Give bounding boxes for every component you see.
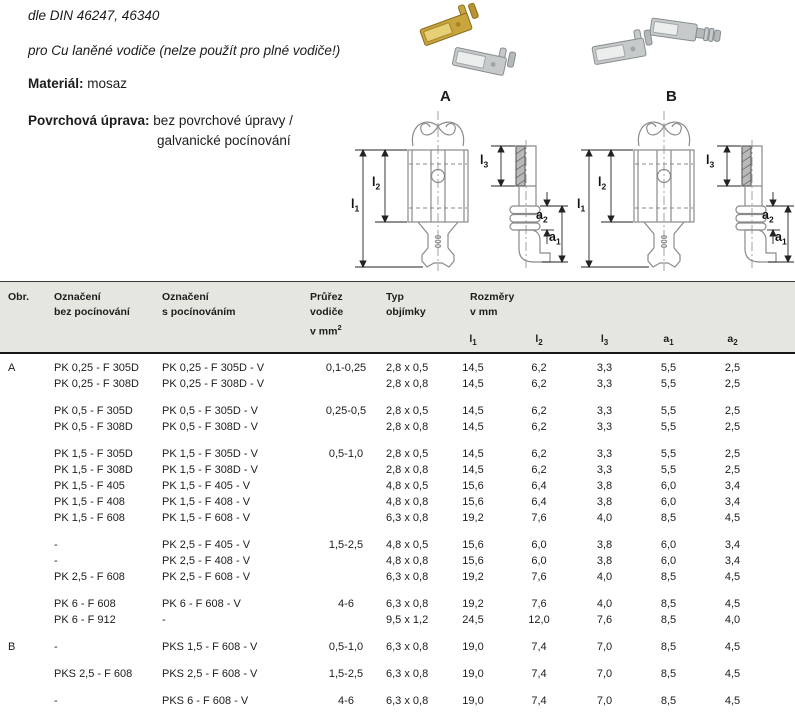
cell-l3: 3,3 bbox=[596, 464, 613, 476]
cell-cross-section bbox=[310, 462, 382, 478]
cell-l1: 15,6 bbox=[462, 539, 484, 551]
cell-l2: 6,2 bbox=[531, 464, 547, 476]
cell-designation-tinned: - bbox=[162, 614, 166, 626]
cell-sleeve-type: 6,3 x 0,8 bbox=[386, 512, 429, 524]
cell-sleeve-type: 6,3 x 0,8 bbox=[386, 695, 429, 707]
table-group bbox=[8, 596, 795, 628]
table-header bbox=[0, 281, 795, 354]
cell-a1: 6,0 bbox=[660, 480, 677, 492]
cell-a1: 6,0 bbox=[660, 539, 677, 551]
cell-l1: 15,6 bbox=[462, 555, 484, 567]
cell-cross-section: 0,1-0,25 bbox=[325, 362, 367, 374]
cell-fig bbox=[8, 494, 54, 510]
cell-l1: 19,2 bbox=[462, 598, 484, 610]
cell-designation-tinned: PK 1,5 - F 608 - V bbox=[162, 512, 251, 524]
surface-value-1: bez povrchové úpravy / bbox=[149, 113, 293, 128]
table-group bbox=[8, 666, 795, 682]
cell-l3: 4,0 bbox=[596, 512, 613, 524]
cell-designation-tinned: PK 2,5 - F 608 - V bbox=[162, 571, 251, 583]
cell-fig bbox=[8, 419, 54, 435]
cell-a2: 2,5 bbox=[724, 362, 741, 374]
cell-designation-plain: PK 2,5 - F 608 bbox=[54, 571, 125, 583]
cell-a2: 4,5 bbox=[724, 598, 741, 610]
cell-cross-section: 0,5-1,0 bbox=[328, 641, 364, 653]
cell-fig bbox=[8, 478, 54, 494]
cell-a2: 4,5 bbox=[724, 512, 741, 524]
table-row bbox=[8, 553, 795, 569]
cell-designation-tinned: PK 1,5 - F 305D - V bbox=[162, 448, 258, 460]
cell-fig bbox=[8, 376, 54, 392]
cell-l2: 7,6 bbox=[531, 571, 547, 583]
cell-a1: 5,5 bbox=[660, 362, 677, 374]
table-row bbox=[8, 360, 795, 376]
cell-a2: 4,5 bbox=[724, 571, 741, 583]
dim-label-l2: $l_2$ bbox=[372, 175, 381, 192]
cell-l3: 7,0 bbox=[596, 695, 613, 707]
table-row bbox=[8, 494, 795, 510]
cell-sleeve-type: 4,8 x 0,8 bbox=[386, 496, 429, 508]
surface-label: Povrchová úprava: bbox=[28, 113, 150, 128]
cell-a1: 6,0 bbox=[660, 555, 677, 567]
header-dimensions: Rozměry v mm bbox=[470, 291, 515, 318]
cell-sleeve-type: 6,3 x 0,8 bbox=[386, 641, 429, 653]
cell-sleeve-type: 2,8 x 0,5 bbox=[386, 405, 429, 417]
table-body bbox=[0, 354, 795, 709]
dim-label-a2: $a_2$ bbox=[762, 208, 774, 225]
material-line bbox=[28, 76, 127, 91]
cell-fig: B bbox=[8, 641, 16, 653]
photo-label-b: B bbox=[666, 88, 677, 105]
cell-cross-section bbox=[310, 494, 382, 510]
cell-l2: 7,4 bbox=[531, 641, 547, 653]
header-sleeve-type: Typ objímky bbox=[386, 291, 426, 318]
cell-l2: 6,0 bbox=[531, 539, 547, 551]
cell-a2: 4,0 bbox=[724, 614, 741, 626]
cell-designation-tinned: PK 0,25 - F 305D - V bbox=[162, 362, 265, 374]
cell-l1: 14,5 bbox=[462, 448, 484, 460]
cell-l3: 4,0 bbox=[596, 598, 613, 610]
cell-l2: 7,6 bbox=[531, 598, 547, 610]
cell-designation-plain: - bbox=[54, 555, 58, 567]
cell-designation-tinned: PK 1,5 - F 405 - V bbox=[162, 480, 251, 492]
table-group bbox=[8, 403, 795, 435]
cell-designation-plain: PK 0,5 - F 305D bbox=[54, 405, 133, 417]
table-group bbox=[8, 537, 795, 585]
cell-sleeve-type: 2,8 x 0,5 bbox=[386, 448, 429, 460]
cell-l1: 19,0 bbox=[462, 695, 484, 707]
cell-fig bbox=[8, 462, 54, 478]
header-designation-plain: Označení bez pocínování bbox=[54, 291, 130, 318]
table-row bbox=[8, 462, 795, 478]
cell-l1: 19,0 bbox=[462, 641, 484, 653]
table-row bbox=[8, 666, 795, 682]
cell-l2: 7,6 bbox=[531, 512, 547, 524]
cell-fig bbox=[8, 446, 54, 462]
table-row bbox=[8, 376, 795, 392]
cell-a1: 8,5 bbox=[660, 668, 677, 680]
cell-fig bbox=[8, 553, 54, 569]
cell-l1: 14,5 bbox=[462, 464, 484, 476]
header-a1: $a_1$ bbox=[663, 332, 674, 347]
cell-designation-plain: PK 0,5 - F 308D bbox=[54, 421, 133, 433]
surface-value-2: galvanické pocínování bbox=[157, 133, 291, 148]
cell-designation-tinned: PK 6 - F 608 - V bbox=[162, 598, 241, 610]
cell-fig bbox=[8, 612, 54, 628]
cell-a2: 3,4 bbox=[724, 496, 741, 508]
cell-designation-tinned: PK 1,5 - F 308D - V bbox=[162, 464, 258, 476]
cell-l2: 6,2 bbox=[531, 362, 547, 374]
table-row bbox=[8, 446, 795, 462]
cell-designation-tinned: PKS 1,5 - F 608 - V bbox=[162, 641, 258, 653]
cell-fig bbox=[8, 537, 54, 553]
table-row bbox=[8, 693, 795, 709]
cell-sleeve-type: 6,3 x 0,8 bbox=[386, 668, 429, 680]
cell-designation-tinned: PK 0,5 - F 305D - V bbox=[162, 405, 258, 417]
cell-cross-section bbox=[310, 478, 382, 494]
cell-l1: 24,5 bbox=[462, 614, 484, 626]
cell-designation-plain: PK 0,25 - F 305D bbox=[54, 362, 139, 374]
cell-designation-plain: PK 1,5 - F 405 bbox=[54, 480, 125, 492]
header-l3: $l_3$ bbox=[600, 332, 609, 347]
cell-a1: 8,5 bbox=[660, 641, 677, 653]
header-a2: $a_2$ bbox=[727, 332, 738, 347]
material-label: Materiál: bbox=[28, 76, 84, 91]
cell-l2: 6,4 bbox=[531, 496, 547, 508]
cell-fig bbox=[8, 403, 54, 419]
cell-a2: 2,5 bbox=[724, 421, 741, 433]
cell-sleeve-type: 4,8 x 0,5 bbox=[386, 480, 429, 492]
cell-l1: 19,2 bbox=[462, 512, 484, 524]
cell-a1: 5,5 bbox=[660, 405, 677, 417]
cell-a2: 4,5 bbox=[724, 668, 741, 680]
cell-l3: 7,6 bbox=[596, 614, 613, 626]
table-row bbox=[8, 478, 795, 494]
cell-sleeve-type: 2,8 x 0,8 bbox=[386, 378, 429, 390]
cell-l3: 3,3 bbox=[596, 378, 613, 390]
table-group bbox=[8, 446, 795, 526]
cell-l1: 15,6 bbox=[462, 496, 484, 508]
cell-a2: 2,5 bbox=[724, 405, 741, 417]
specification-table bbox=[0, 281, 795, 720]
cell-l3: 3,8 bbox=[596, 496, 613, 508]
cell-l2: 6,2 bbox=[531, 378, 547, 390]
cell-a1: 5,5 bbox=[660, 421, 677, 433]
cell-designation-plain: - bbox=[54, 539, 58, 551]
cell-a2: 2,5 bbox=[724, 448, 741, 460]
cell-a2: 3,4 bbox=[724, 480, 741, 492]
cell-a2: 3,4 bbox=[724, 555, 741, 567]
cell-l1: 14,5 bbox=[462, 405, 484, 417]
cell-designation-tinned: PK 2,5 - F 405 - V bbox=[162, 539, 251, 551]
cell-cross-section: 4-6 bbox=[338, 598, 354, 610]
table-row bbox=[8, 403, 795, 419]
photo-label-a: A bbox=[440, 88, 451, 105]
cell-cross-section: 4-6 bbox=[338, 695, 354, 707]
cell-designation-plain: PKS 2,5 - F 608 bbox=[54, 668, 133, 680]
cell-l3: 3,3 bbox=[596, 405, 613, 417]
cell-fig bbox=[8, 510, 54, 526]
table-group bbox=[8, 639, 795, 655]
terminal-photo-b-illustration bbox=[578, 2, 740, 84]
cell-sleeve-type: 6,3 x 0,8 bbox=[386, 571, 429, 583]
cell-l3: 4,0 bbox=[596, 571, 613, 583]
cell-l3: 3,3 bbox=[596, 448, 613, 460]
usage-note: pro Cu laněné vodiče (nelze použít pro plné vodiče!) bbox=[28, 43, 341, 58]
cell-designation-plain: - bbox=[54, 695, 58, 707]
cell-designation-tinned: PK 2,5 - F 408 - V bbox=[162, 555, 251, 567]
cell-fig bbox=[8, 666, 54, 682]
cell-sleeve-type: 2,8 x 0,5 bbox=[386, 362, 429, 374]
cell-l1: 14,5 bbox=[462, 378, 484, 390]
cell-a1: 5,5 bbox=[660, 464, 677, 476]
cell-l3: 7,0 bbox=[596, 641, 613, 653]
dim-label-l3: $l_3$ bbox=[706, 153, 715, 170]
cell-sleeve-type: 6,3 x 0,8 bbox=[386, 598, 429, 610]
cell-l2: 6,4 bbox=[531, 480, 547, 492]
cell-l3: 7,0 bbox=[596, 668, 613, 680]
cell-designation-plain: PK 0,25 - F 308D bbox=[54, 378, 139, 390]
cell-cross-section bbox=[310, 612, 382, 628]
cell-cross-section: 1,5-2,5 bbox=[328, 668, 364, 680]
cell-designation-tinned: PK 0,5 - F 308D - V bbox=[162, 421, 258, 433]
table-group bbox=[8, 360, 795, 392]
cell-a2: 2,5 bbox=[724, 378, 741, 390]
cell-cross-section: 0,5-1,0 bbox=[328, 448, 364, 460]
cell-designation-plain: PK 1,5 - F 308D bbox=[54, 464, 133, 476]
cell-designation-plain: PK 6 - F 608 bbox=[54, 598, 116, 610]
cell-l1: 19,0 bbox=[462, 668, 484, 680]
table-row bbox=[8, 510, 795, 526]
cell-sleeve-type: 2,8 x 0,8 bbox=[386, 464, 429, 476]
cell-l3: 3,8 bbox=[596, 555, 613, 567]
cell-l2: 6,2 bbox=[531, 405, 547, 417]
cell-a1: 8,5 bbox=[660, 695, 677, 707]
cell-a1: 8,5 bbox=[660, 598, 677, 610]
cell-cross-section bbox=[310, 569, 382, 585]
cell-l3: 3,8 bbox=[596, 539, 613, 551]
cell-l2: 6,2 bbox=[531, 448, 547, 460]
dim-label-a2: $a_2$ bbox=[536, 208, 548, 225]
cell-a1: 8,5 bbox=[660, 614, 677, 626]
dimension-drawing-a bbox=[343, 110, 568, 272]
dim-label-a1: $a_1$ bbox=[549, 230, 561, 247]
cell-a1: 8,5 bbox=[660, 571, 677, 583]
dim-label-l1: $l_1$ bbox=[577, 197, 586, 214]
cell-fig bbox=[8, 596, 54, 612]
cell-l2: 6,2 bbox=[531, 421, 547, 433]
table-row bbox=[8, 596, 795, 612]
cell-sleeve-type: 4,8 x 0,8 bbox=[386, 555, 429, 567]
cell-fig: A bbox=[8, 362, 16, 374]
cell-l1: 19,2 bbox=[462, 571, 484, 583]
material-value: mosaz bbox=[83, 76, 128, 91]
cell-a1: 6,0 bbox=[660, 496, 677, 508]
cell-cross-section bbox=[310, 553, 382, 569]
table-row bbox=[8, 612, 795, 628]
table-row bbox=[8, 419, 795, 435]
cell-cross-section bbox=[310, 510, 382, 526]
cell-designation-tinned: PKS 6 - F 608 - V bbox=[162, 695, 249, 707]
table-row bbox=[8, 639, 795, 655]
terminal-photo-a-illustration bbox=[398, 2, 550, 84]
cell-cross-section: 0,25-0,5 bbox=[325, 405, 367, 417]
cell-designation-tinned: PK 1,5 - F 408 - V bbox=[162, 496, 251, 508]
cell-a1: 5,5 bbox=[660, 378, 677, 390]
header-cross-section: Průřez vodiče v $mm^2$ bbox=[310, 291, 344, 338]
cell-fig bbox=[8, 569, 54, 585]
dim-label-l2: $l_2$ bbox=[598, 175, 607, 192]
cell-designation-tinned: PKS 2,5 - F 608 - V bbox=[162, 668, 258, 680]
cell-cross-section: 1,5-2,5 bbox=[328, 539, 364, 551]
dim-label-l3: $l_3$ bbox=[480, 153, 489, 170]
cell-fig bbox=[8, 693, 54, 709]
header-fig: Obr. bbox=[8, 291, 30, 303]
cell-a1: 8,5 bbox=[660, 512, 677, 524]
cell-l3: 3,3 bbox=[596, 362, 613, 374]
cell-a2: 3,4 bbox=[724, 539, 741, 551]
cell-l1: 14,5 bbox=[462, 362, 484, 374]
table-row bbox=[8, 569, 795, 585]
cell-l2: 12,0 bbox=[528, 614, 550, 626]
cell-l2: 6,0 bbox=[531, 555, 547, 567]
din-standard-note: dle DIN 46247, 46340 bbox=[28, 8, 160, 23]
product-photo-b bbox=[578, 2, 740, 84]
cell-designation-plain: PK 6 - F 912 bbox=[54, 614, 116, 626]
cell-a2: 2,5 bbox=[724, 464, 741, 476]
cell-designation-plain: PK 1,5 - F 305D bbox=[54, 448, 133, 460]
cell-designation-tinned: PK 0,25 - F 308D - V bbox=[162, 378, 265, 390]
cell-designation-plain: - bbox=[54, 641, 58, 653]
cell-l1: 14,5 bbox=[462, 421, 484, 433]
cell-a2: 4,5 bbox=[724, 695, 741, 707]
cell-l3: 3,3 bbox=[596, 421, 613, 433]
cell-l1: 15,6 bbox=[462, 480, 484, 492]
cell-sleeve-type: 4,8 x 0,5 bbox=[386, 539, 429, 551]
table-group bbox=[8, 693, 795, 709]
cell-sleeve-type: 2,8 x 0,8 bbox=[386, 421, 429, 433]
dimension-drawing-b bbox=[569, 110, 794, 272]
cell-l2: 7,4 bbox=[531, 695, 547, 707]
product-photo-a bbox=[398, 2, 550, 84]
header-designation-tinned: Označení s pocínováním bbox=[162, 291, 236, 318]
cell-a2: 4,5 bbox=[724, 641, 741, 653]
cell-a1: 5,5 bbox=[660, 448, 677, 460]
cell-sleeve-type: 9,5 x 1,2 bbox=[386, 614, 429, 626]
header-l1: $l_1$ bbox=[469, 332, 477, 347]
table-row bbox=[8, 537, 795, 553]
cell-l3: 3,8 bbox=[596, 480, 613, 492]
cell-designation-plain: PK 1,5 - F 608 bbox=[54, 512, 125, 524]
cell-designation-plain: PK 1,5 - F 408 bbox=[54, 496, 125, 508]
dim-label-a1: $a_1$ bbox=[775, 230, 787, 247]
cell-l2: 7,4 bbox=[531, 668, 547, 680]
cell-cross-section bbox=[310, 376, 382, 392]
dim-label-l1: $l_1$ bbox=[351, 197, 360, 214]
header-l2: $l_2$ bbox=[535, 332, 543, 347]
cell-cross-section bbox=[310, 419, 382, 435]
surface-line bbox=[28, 113, 293, 128]
